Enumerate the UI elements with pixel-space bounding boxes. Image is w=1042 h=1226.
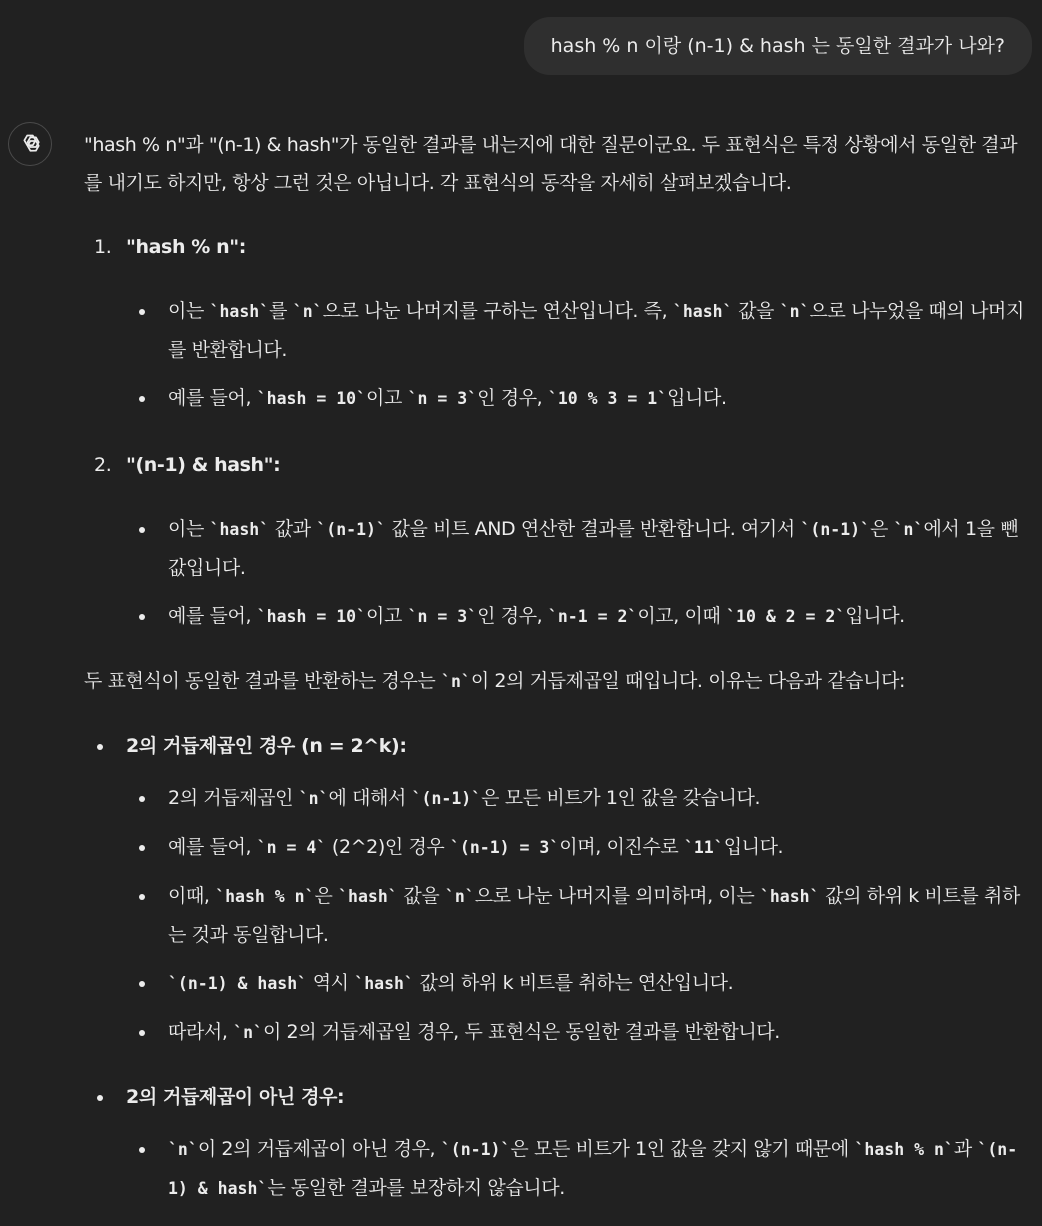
sub-bullet-list: [84, 779, 1034, 1052]
inline-code: `n`: [444, 887, 475, 906]
text: 으로 나누었을 때의 나머지를 반환합니다.: [168, 300, 1024, 361]
inline-code: `hash % n`: [215, 887, 315, 906]
user-message-text: hash % n 이랑 (n-1) & hash 는 동일한 결과가 나와?: [550, 35, 1005, 57]
text: 값을: [732, 300, 780, 322]
text: 에서 1을 뺀 값입니다.: [168, 518, 1019, 579]
list-number: 2.: [94, 454, 112, 476]
inline-code: `n`: [893, 520, 924, 539]
inline-code: `n = 3`: [407, 389, 478, 408]
inline-code: `(n-1) & hash`: [168, 1140, 1018, 1198]
text: 이는: [168, 300, 210, 322]
inline-code: `n`: [168, 1140, 198, 1159]
text: 값의 하위 k 비트를 취하는 것과 동일합니다.: [168, 885, 1020, 946]
text: 값과: [269, 518, 317, 540]
text: 으로 나눈 나머지를 의미하며, 이는: [474, 885, 760, 907]
bullet-list: [84, 727, 1034, 1208]
text: 은 모든 비트가 1인 값을 갖습니다.: [481, 787, 761, 809]
list-number: 1.: [94, 236, 112, 258]
text: 예를 들어,: [168, 387, 257, 409]
text: 입니다.: [845, 605, 905, 627]
text: 이는: [168, 518, 210, 540]
user-message-bubble: [524, 17, 1032, 75]
inline-code: `hash`: [354, 974, 414, 993]
sub-bullet-list: [84, 510, 1034, 636]
text: 으로 나눈 나머지를 구하는 연산입니다. 즉,: [322, 300, 673, 322]
text: (2^2)인 경우: [326, 836, 450, 858]
inline-code: `hash = 10`: [256, 389, 367, 408]
text: 이때,: [168, 885, 216, 907]
text: 값을: [397, 885, 445, 907]
inline-code: `(n-1)`: [440, 1140, 511, 1159]
text: 이며, 이진수로: [559, 836, 684, 858]
text: 2의 거듭제곱인: [168, 787, 299, 809]
inline-code: `hash`: [209, 302, 270, 321]
list-item: [84, 597, 1034, 636]
inline-code: `n`: [233, 1023, 263, 1042]
inline-code: `10 % 3 = 1`: [547, 389, 668, 408]
case-title: 2의 거듭제곱이 아닌 경우:: [84, 1078, 1034, 1116]
list-item: [84, 877, 1034, 954]
text: 은: [314, 885, 339, 907]
section-title: "(n-1) & hash":: [126, 454, 281, 476]
inline-code: `n = 4`: [256, 838, 327, 857]
sub-bullet-list: [84, 1130, 1034, 1208]
text: 이 2의 거듭제곱일 경우, 두 표현식은 동일한 결과를 반환합니다.: [262, 1021, 780, 1043]
text: 이고, 이때: [637, 605, 727, 627]
text: 이 2의 거듭제곱일 때입니다. 이유는 다음과 같습니다:: [470, 670, 906, 692]
text: 인 경우,: [477, 387, 548, 409]
inline-code: `hash`: [209, 520, 270, 539]
inline-code: `10 & 2 = 2`: [726, 607, 846, 626]
summary-paragraph: [84, 662, 1034, 701]
text: 는 동일한 결과를 보장하지 않습니다.: [267, 1177, 565, 1199]
list-item: [84, 292, 1034, 369]
text: 이고: [366, 387, 408, 409]
text: 값을 비트 AND 연산한 결과를 반환합니다. 여기서: [385, 518, 801, 540]
text: 예를 들어,: [168, 836, 257, 858]
inline-code: `(n-1)`: [800, 520, 871, 539]
text: 두 표현식이 동일한 결과를 반환하는 경우는: [84, 670, 442, 692]
inline-code: `(n-1)`: [411, 789, 482, 808]
inline-code: `n = 3`: [407, 607, 478, 626]
list-item: [84, 1130, 1034, 1208]
intro-paragraph: "hash % n"과 "(n-1) & hash"가 동일한 결과를 내는지에 대한 질문이군요. 두 표현식은 특정 상황에서 동일한 결과를 내기도 하지만, 항상 그런 것은 아닙니다. 각 표현식의 동작을 자세히 살펴보겠습니다.: [84, 134, 1018, 194]
inline-code: `hash`: [672, 302, 733, 321]
inline-code: `hash`: [338, 887, 398, 906]
text: 이 2의 거듭제곱이 아닌 경우,: [197, 1138, 441, 1160]
text: 를: [269, 300, 293, 322]
text: 에 대해서: [328, 787, 412, 809]
inline-code: `(n-1) & hash`: [168, 974, 308, 993]
ordered-list: [84, 228, 1034, 636]
section-title: "hash % n":: [126, 236, 246, 258]
inline-code: `hash % n`: [854, 1140, 954, 1159]
list-item-power-of-two: [84, 727, 1034, 1052]
openai-logo-icon: [17, 131, 43, 157]
sub-bullet-list: [84, 292, 1034, 418]
inline-code: `n`: [298, 789, 329, 808]
list-item-not-power-of-two: [84, 1078, 1034, 1208]
inline-code: `n`: [779, 302, 810, 321]
inline-code: `hash`: [759, 887, 820, 906]
list-item: [84, 964, 1034, 1003]
list-item: [84, 1013, 1034, 1052]
inline-code: `n`: [292, 302, 323, 321]
text: 과: [953, 1138, 978, 1160]
text: 인 경우,: [477, 605, 548, 627]
text: 예를 들어,: [168, 605, 257, 627]
text: 입니다.: [667, 387, 727, 409]
inline-code: `n`: [441, 672, 471, 691]
inline-code: `n-1 = 2`: [547, 607, 638, 626]
text: 입니다.: [723, 836, 784, 858]
text: 은: [870, 518, 894, 540]
inline-code: `hash = 10`: [256, 607, 367, 626]
inline-code: `(n-1) = 3`: [450, 838, 560, 857]
text: 이고: [366, 605, 408, 627]
list-item-hash-mod-n: [84, 228, 1034, 418]
text: 역시: [307, 972, 355, 994]
list-item: [84, 779, 1034, 818]
list-item: [84, 828, 1034, 867]
text: 은 모든 비트가 1인 값을 갖지 않기 때문에: [510, 1138, 855, 1160]
inline-code: `(n-1)`: [316, 520, 386, 539]
list-item: [84, 379, 1034, 418]
assistant-avatar: [8, 122, 52, 166]
case-title: 2의 거듭제곱인 경우 (n = 2^k):: [84, 727, 1034, 765]
assistant-message: [84, 126, 1034, 1208]
text: 따라서,: [168, 1021, 234, 1043]
list-item: [84, 510, 1034, 587]
list-item-n1-and-hash: [84, 446, 1034, 636]
inline-code: `11`: [683, 838, 724, 857]
text: 값의 하위 k 비트를 취하는 연산입니다.: [413, 972, 734, 994]
